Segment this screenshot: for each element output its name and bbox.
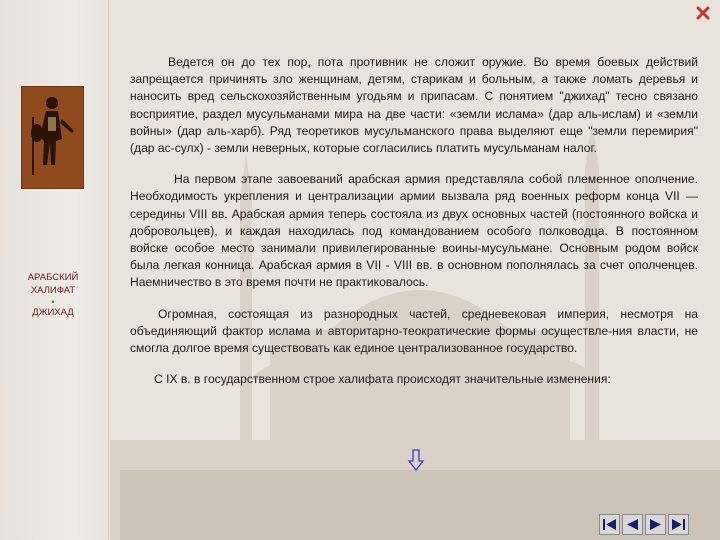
first-slide-button[interactable]: [599, 514, 620, 535]
first-slide-icon: [602, 518, 617, 531]
warrior-figure-icon: [21, 86, 84, 189]
sidebar-title: [8, 272, 98, 320]
sidebar-title-line3: ДЖИХАД: [32, 307, 74, 318]
next-slide-icon: [648, 518, 663, 531]
sidebar: [0, 0, 108, 540]
paragraph-arab-army: На первом этапе завоеваний арабская армия представляла собой племенное ополчение. Необходимость укрепления и централизации армии вызвала ряд военных реформ конца VII — середины VIII вв. Арабская армия теперь состояла из двух основных частей (постоянного войска и добровольцев), и каждая находилась под командованием особого полководца. В постоянном войске особое место занимали привилегированные воины-мусульмане. Основным родом войск была легкая конница. Арабская армия в VII - VIII вв. в основном пополнялась за счет ополченцев. Наемничество в это время почти не практиковалось.: [130, 172, 698, 290]
sidebar-title-line2: ХАЛИФАТ: [30, 284, 76, 296]
last-slide-icon: [671, 518, 686, 531]
paragraph-ix-century: С IX в. в государственном строе халифата происходят значительные изменения:: [154, 372, 611, 387]
sidebar-bullet: •: [51, 297, 55, 307]
slide-navigation: [599, 514, 689, 536]
main-content: [130, 54, 698, 392]
paragraph-empire: Огромная, состоящая из разнородных частей, средневековая империя, несмотря на объединяющий фактор ислама и авторитарно-теократические формы осуществле-ния власти, не смогла долгое время существовать как единое централизованное государство.: [130, 306, 698, 356]
sidebar-divider: [108, 0, 109, 540]
previous-slide-icon: [625, 518, 640, 531]
last-slide-button[interactable]: [668, 514, 689, 535]
close-icon[interactable]: [694, 4, 712, 22]
sidebar-title-line1: АРАБСКИЙ: [27, 272, 79, 283]
next-slide-button[interactable]: [645, 514, 666, 535]
paragraph-jihad: Ведется он до тех пор, пота противник не сложит оружие. Во время боевых действий запрещается причинять зло женщинам, детям, старикам и больным, а также ломать деревья и наносить вред сельскохозяйственным угодьям и припасам. С понятием "джихад" тесно связано восприятие, раздел мусульманами мира на две части: «земли ислама» (дар аль-ислам) и «земли войны» (дар аль-харб). Ряд теоретиков мусульманского права выделяют еще "земли перемирия" (дар ас-сулх) - земли неверных, которые согласились платить мусульманам налог.: [130, 55, 698, 156]
previous-slide-button[interactable]: [622, 514, 643, 535]
down-arrow-icon[interactable]: [407, 448, 425, 472]
